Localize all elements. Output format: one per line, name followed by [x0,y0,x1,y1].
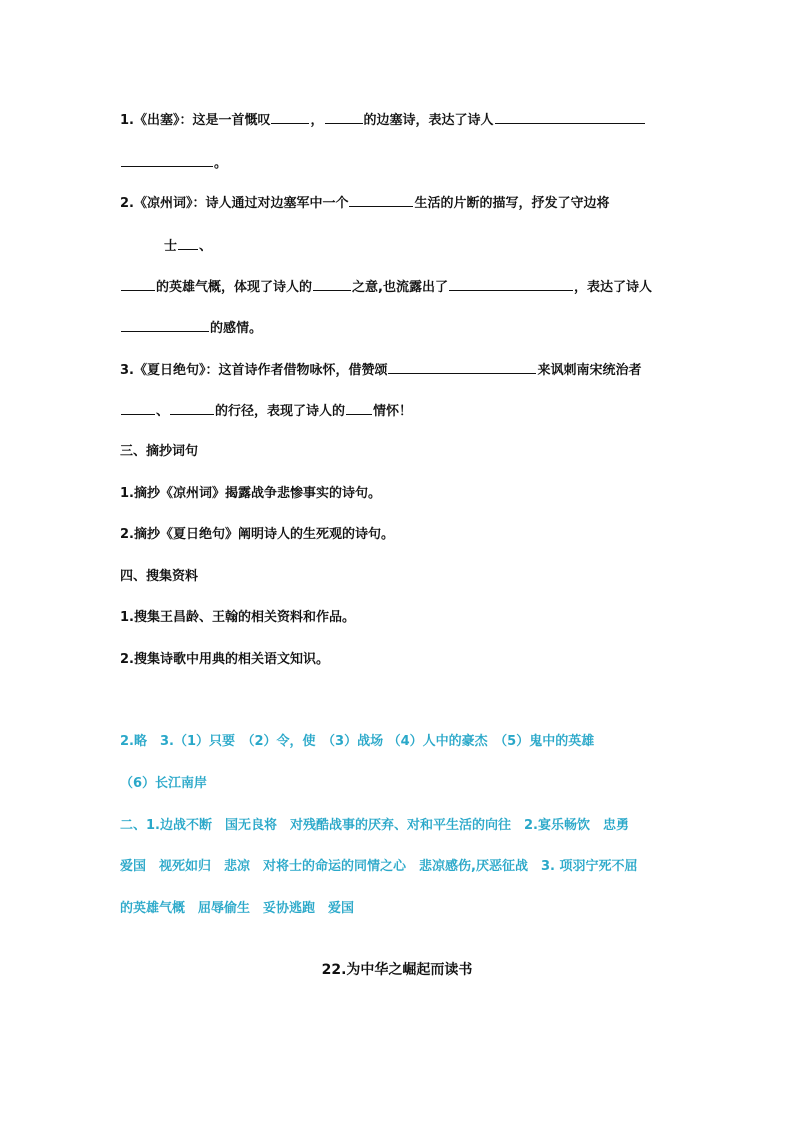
section-3-title: 三、摘抄词句 [120,444,199,459]
q2-blank-2 [178,236,198,250]
q1-mid: 的边塞诗，表达了诗人 [363,113,494,128]
q3-sep: 、 [156,404,170,419]
q2-line-4 [120,318,262,336]
q2-line4-end: 的感情。 [210,321,263,336]
q2-line3-a: 的英雄气概，体现了诗人的 [156,280,313,295]
q3-line2-end: 情怀！ [373,404,413,419]
answer-line-5: 的英雄气概 屈辱偷生 妥协逃跑 爱国 [120,901,355,916]
section-3-item-2: 2.摘抄《夏日绝句》阐明诗人的生死观的诗句。 [120,527,394,542]
q1-line-2 [120,153,227,171]
q1-blank-3 [495,110,645,124]
q2-mid: 生活的片断的描写，抒发了守边将 [414,196,610,211]
q2-blank-6 [121,318,209,332]
q3-blank-2 [121,401,155,415]
answer-line-2: （6）长江南岸 [120,776,208,791]
q2-line2-text: 士 [164,239,178,254]
q1-line-1 [120,110,646,128]
q3-line2-a: 的行径，表现了诗人的 [215,404,346,419]
q2-blank-4 [313,277,351,291]
q1-sep: ， [310,113,324,128]
section-4-item-2: 2.搜集诗歌中用典的相关语文知识。 [120,652,329,667]
q3-mid: 来讽刺南宋统治者 [537,363,642,378]
q2-line3-b: 之意,也流露出了 [352,280,448,295]
q3-line-2 [120,401,412,419]
q3-blank-4 [346,401,372,415]
q1-prefix: 1.《出塞》：这是一首慨叹 [120,113,271,128]
q2-prefix: 2.《凉州词》：诗人通过对边塞军中一个 [120,196,349,211]
q3-blank-3 [170,401,214,415]
section-3-item-1: 1.摘抄《凉州词》揭露战争悲惨事实的诗句。 [120,486,381,501]
q2-line-1 [120,193,610,211]
answer-line-1: 2.略 3.（1）只要 （2）令，使 （3）战场 （4）人中的豪杰 （5）鬼中的英雄 [120,734,595,749]
q2-line-3 [120,277,652,295]
q3-prefix: 3.《夏日绝句》：这首诗作者借物咏怀，借赞颂 [120,363,388,378]
q1-blank-4 [121,153,213,167]
q1-blank-2 [325,110,363,124]
q3-line-1 [120,360,642,378]
q2-blank-1 [349,193,413,207]
next-lesson-title: 22.为中华之崛起而读书 [321,962,473,978]
q2-line2-end: 、 [199,239,213,254]
q2-blank-3 [121,277,155,291]
q1-blank-1 [271,110,309,124]
section-4-title: 四、搜集资料 [120,569,199,584]
q2-line3-c: ，表达了诗人 [573,280,652,295]
section-4-item-1: 1.搜集王昌龄、王翰的相关资料和作品。 [120,610,355,625]
answer-line-3: 二、1.边战不断 国无良将 对残酷战事的厌弃、对和平生活的向往 2.宴乐畅饮 忠勇 [120,818,629,833]
q2-line-2 [164,236,212,254]
answer-line-4: 爱国 视死如归 悲凉 对将士的命运的同情之心 悲凉感伤,厌恶征战 3. 项羽宁死不屈 [120,859,638,874]
q3-blank-1 [388,360,536,374]
q1-end: 。 [214,156,228,171]
q2-blank-5 [449,277,573,291]
